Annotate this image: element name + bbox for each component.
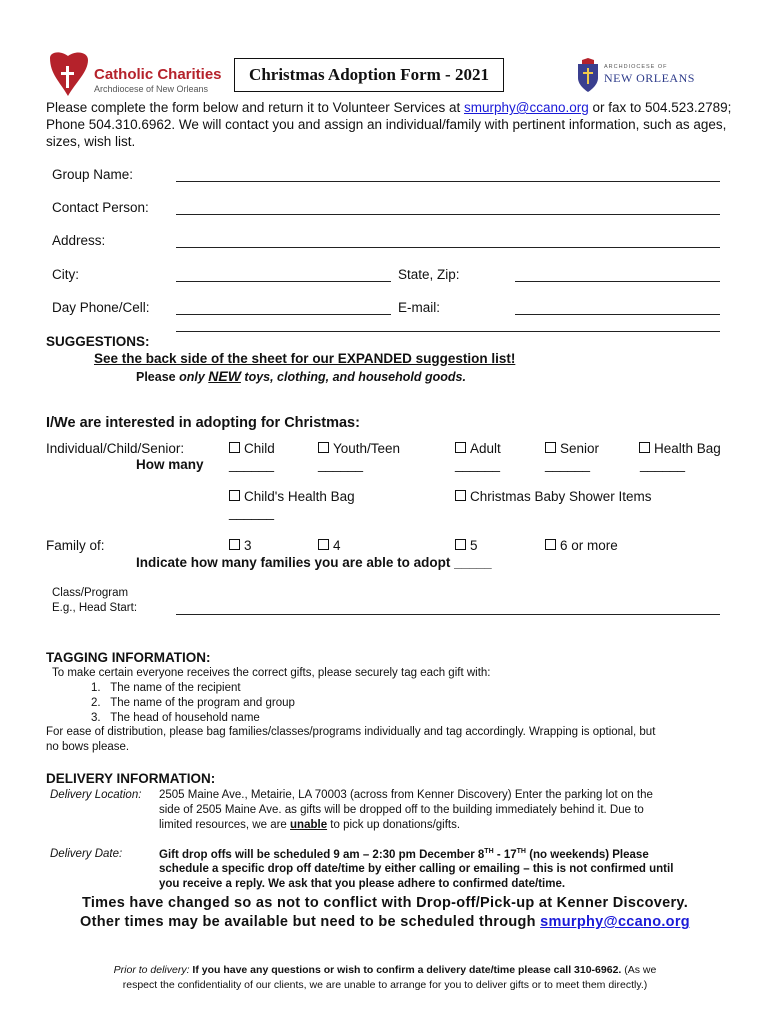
option-youth-teen[interactable]: Youth/Teen [318, 441, 400, 456]
state-zip-field[interactable] [515, 281, 720, 282]
option-child[interactable]: Child [229, 441, 275, 456]
intro-paragraph [46, 99, 736, 150]
group-name-label: Group Name: [52, 167, 134, 182]
blank-health-bag[interactable]: ______ [640, 457, 686, 472]
checkbox-icon[interactable] [229, 539, 240, 550]
delivery-heading: DELIVERY INFORMATION: [46, 771, 216, 786]
checkbox-icon[interactable] [318, 539, 329, 550]
archdiocese-top-text: ARCHDIOCESE OF [604, 64, 668, 70]
blank-youth-teen[interactable]: ______ [318, 457, 364, 472]
checkbox-icon[interactable] [639, 442, 650, 453]
archdiocese-logo [576, 56, 695, 96]
email-label: E-mail: [398, 300, 441, 315]
blank-senior[interactable]: ______ [545, 457, 591, 472]
tagging-item-3: 3. The head of household name [91, 712, 260, 724]
page-title: Christmas Adoption Form - 2021 [249, 65, 489, 84]
logo-subtitle: Archdiocese of New Orleans [94, 84, 209, 94]
tagging-note-line2: no bows please. [46, 741, 130, 753]
suggestions-line: See the back side of the sheet for our EXPANDED suggestion list! [94, 351, 516, 366]
intro-text-post: or fax to 504.523.2789; Phone 504.310.6962. We will contact you and assign an individual/family with pertinent information, such as ages, sizes, wish list. [46, 100, 732, 149]
tagging-heading: TAGGING INFORMATION: [46, 650, 211, 665]
delivery-date-line3: you receive a reply. We ask that you please adhere to confirmed date/time. [159, 878, 566, 890]
class-program-field[interactable] [176, 614, 720, 615]
indicate-families: Indicate how many families you are able to adopt _____ [136, 555, 492, 570]
tagging-note-line1: For ease of distribution, please bag families/classes/programs individually and tag accordingly. Wrapping is optional, but [46, 726, 656, 738]
footer-line1: Prior to delivery: If you have any questions or wish to confirm a delivery date/time please call 310-6962. (As we [113, 964, 657, 976]
extra-line [176, 331, 720, 332]
individual-label: Individual/Child/Senior: [46, 441, 185, 456]
option-childs-health-bag[interactable]: Child's Health Bag [229, 489, 355, 504]
family-option-3[interactable]: 3 [229, 538, 252, 553]
suggestions-new-only: Please only NEW toys, clothing, and household goods. [136, 368, 466, 384]
tagging-intro: To make certain everyone receives the correct gifts, please securely tag each gift with: [52, 667, 491, 679]
family-option-5[interactable]: 5 [455, 538, 478, 553]
group-name-field[interactable] [176, 181, 720, 182]
state-zip-label: State, Zip: [398, 267, 460, 282]
delivery-location-line1: 2505 Maine Ave., Metairie, LA 70003 (across from Kenner Discovery) Enter the parking lot on the [159, 789, 653, 801]
delivery-date-label: Delivery Date: [50, 848, 123, 860]
checkbox-icon[interactable] [545, 539, 556, 550]
other-times-notice: Other times may be available but need to be scheduled through smurphy@ccano.org [80, 914, 690, 930]
delivery-date-line2: schedule a specific drop off date/time by either calling or emailing – this is not confirmed until [159, 863, 674, 875]
footer-line2: respect the confidentiality of our clients, we are unable to arrange for you to deliver gifts or to meet them directly.) [122, 979, 648, 991]
family-option-4[interactable]: 4 [318, 538, 341, 553]
option-senior[interactable]: Senior [545, 441, 599, 456]
contact-person-field[interactable] [176, 214, 720, 215]
tagging-item-1: 1. The name of the recipient [91, 682, 241, 694]
blank-adult[interactable]: ______ [455, 457, 501, 472]
delivery-location-line3: limited resources, we are unable to pick up donations/gifts. [159, 819, 461, 831]
city-label: City: [52, 267, 79, 282]
class-program-label: Class/Program [52, 587, 129, 599]
address-label: Address: [52, 233, 106, 248]
checkbox-icon[interactable] [455, 539, 466, 550]
head-start-label: E.g., Head Start: [52, 602, 138, 614]
catholic-charities-logo [46, 52, 226, 100]
family-label: Family of: [46, 538, 105, 553]
option-health-bag[interactable]: Health Bag [639, 441, 721, 456]
blank-childs-health-bag[interactable]: ______ [229, 505, 275, 520]
checkbox-icon[interactable] [229, 442, 240, 453]
family-option-6-or-more[interactable]: 6 or more [545, 538, 618, 553]
option-adult[interactable]: Adult [455, 441, 501, 456]
crest-icon [576, 58, 600, 94]
blank-child[interactable]: ______ [229, 457, 275, 472]
archdiocese-name: NEW ORLEANS [604, 71, 695, 85]
address-field[interactable] [176, 247, 720, 248]
option-baby-shower[interactable]: Christmas Baby Shower Items [455, 489, 652, 504]
form-title-box [234, 58, 504, 92]
contact-person-label: Contact Person: [52, 200, 149, 215]
checkbox-icon[interactable] [455, 490, 466, 501]
checkbox-icon[interactable] [229, 490, 240, 501]
tagging-item-2: 2. The name of the program and group [91, 697, 295, 709]
times-changed-notice: Times have changed so as not to conflict with Drop-off/Pick-up at Kenner Discovery. [81, 895, 689, 911]
checkbox-icon[interactable] [455, 442, 466, 453]
logo-name: Catholic Charities [94, 66, 222, 83]
day-phone-label: Day Phone/Cell: [52, 300, 150, 315]
email-field[interactable] [515, 314, 720, 315]
day-phone-field[interactable] [176, 314, 391, 315]
checkbox-icon[interactable] [545, 442, 556, 453]
email-link[interactable]: smurphy@ccano.org [463, 100, 589, 115]
suggestions-heading: SUGGESTIONS: [46, 334, 150, 349]
delivery-date-line1: Gift drop offs will be scheduled 9 am – 2:30 pm December 8TH - 17TH (no weekends) Please [159, 848, 649, 861]
how-many-label: How many [136, 457, 204, 472]
delivery-location-label: Delivery Location: [50, 789, 142, 801]
delivery-email-link[interactable]: smurphy@ccano.org [540, 914, 690, 930]
delivery-location-line2: side of 2505 Maine Ave. as gifts will be dropped off to the building immediately behind it. Due to [159, 804, 644, 816]
checkbox-icon[interactable] [318, 442, 329, 453]
city-field[interactable] [176, 281, 391, 282]
adopt-heading: I/We are interested in adopting for Christmas: [46, 415, 360, 431]
intro-text-pre: Please complete the form below and return it to Volunteer Services at [46, 100, 464, 115]
